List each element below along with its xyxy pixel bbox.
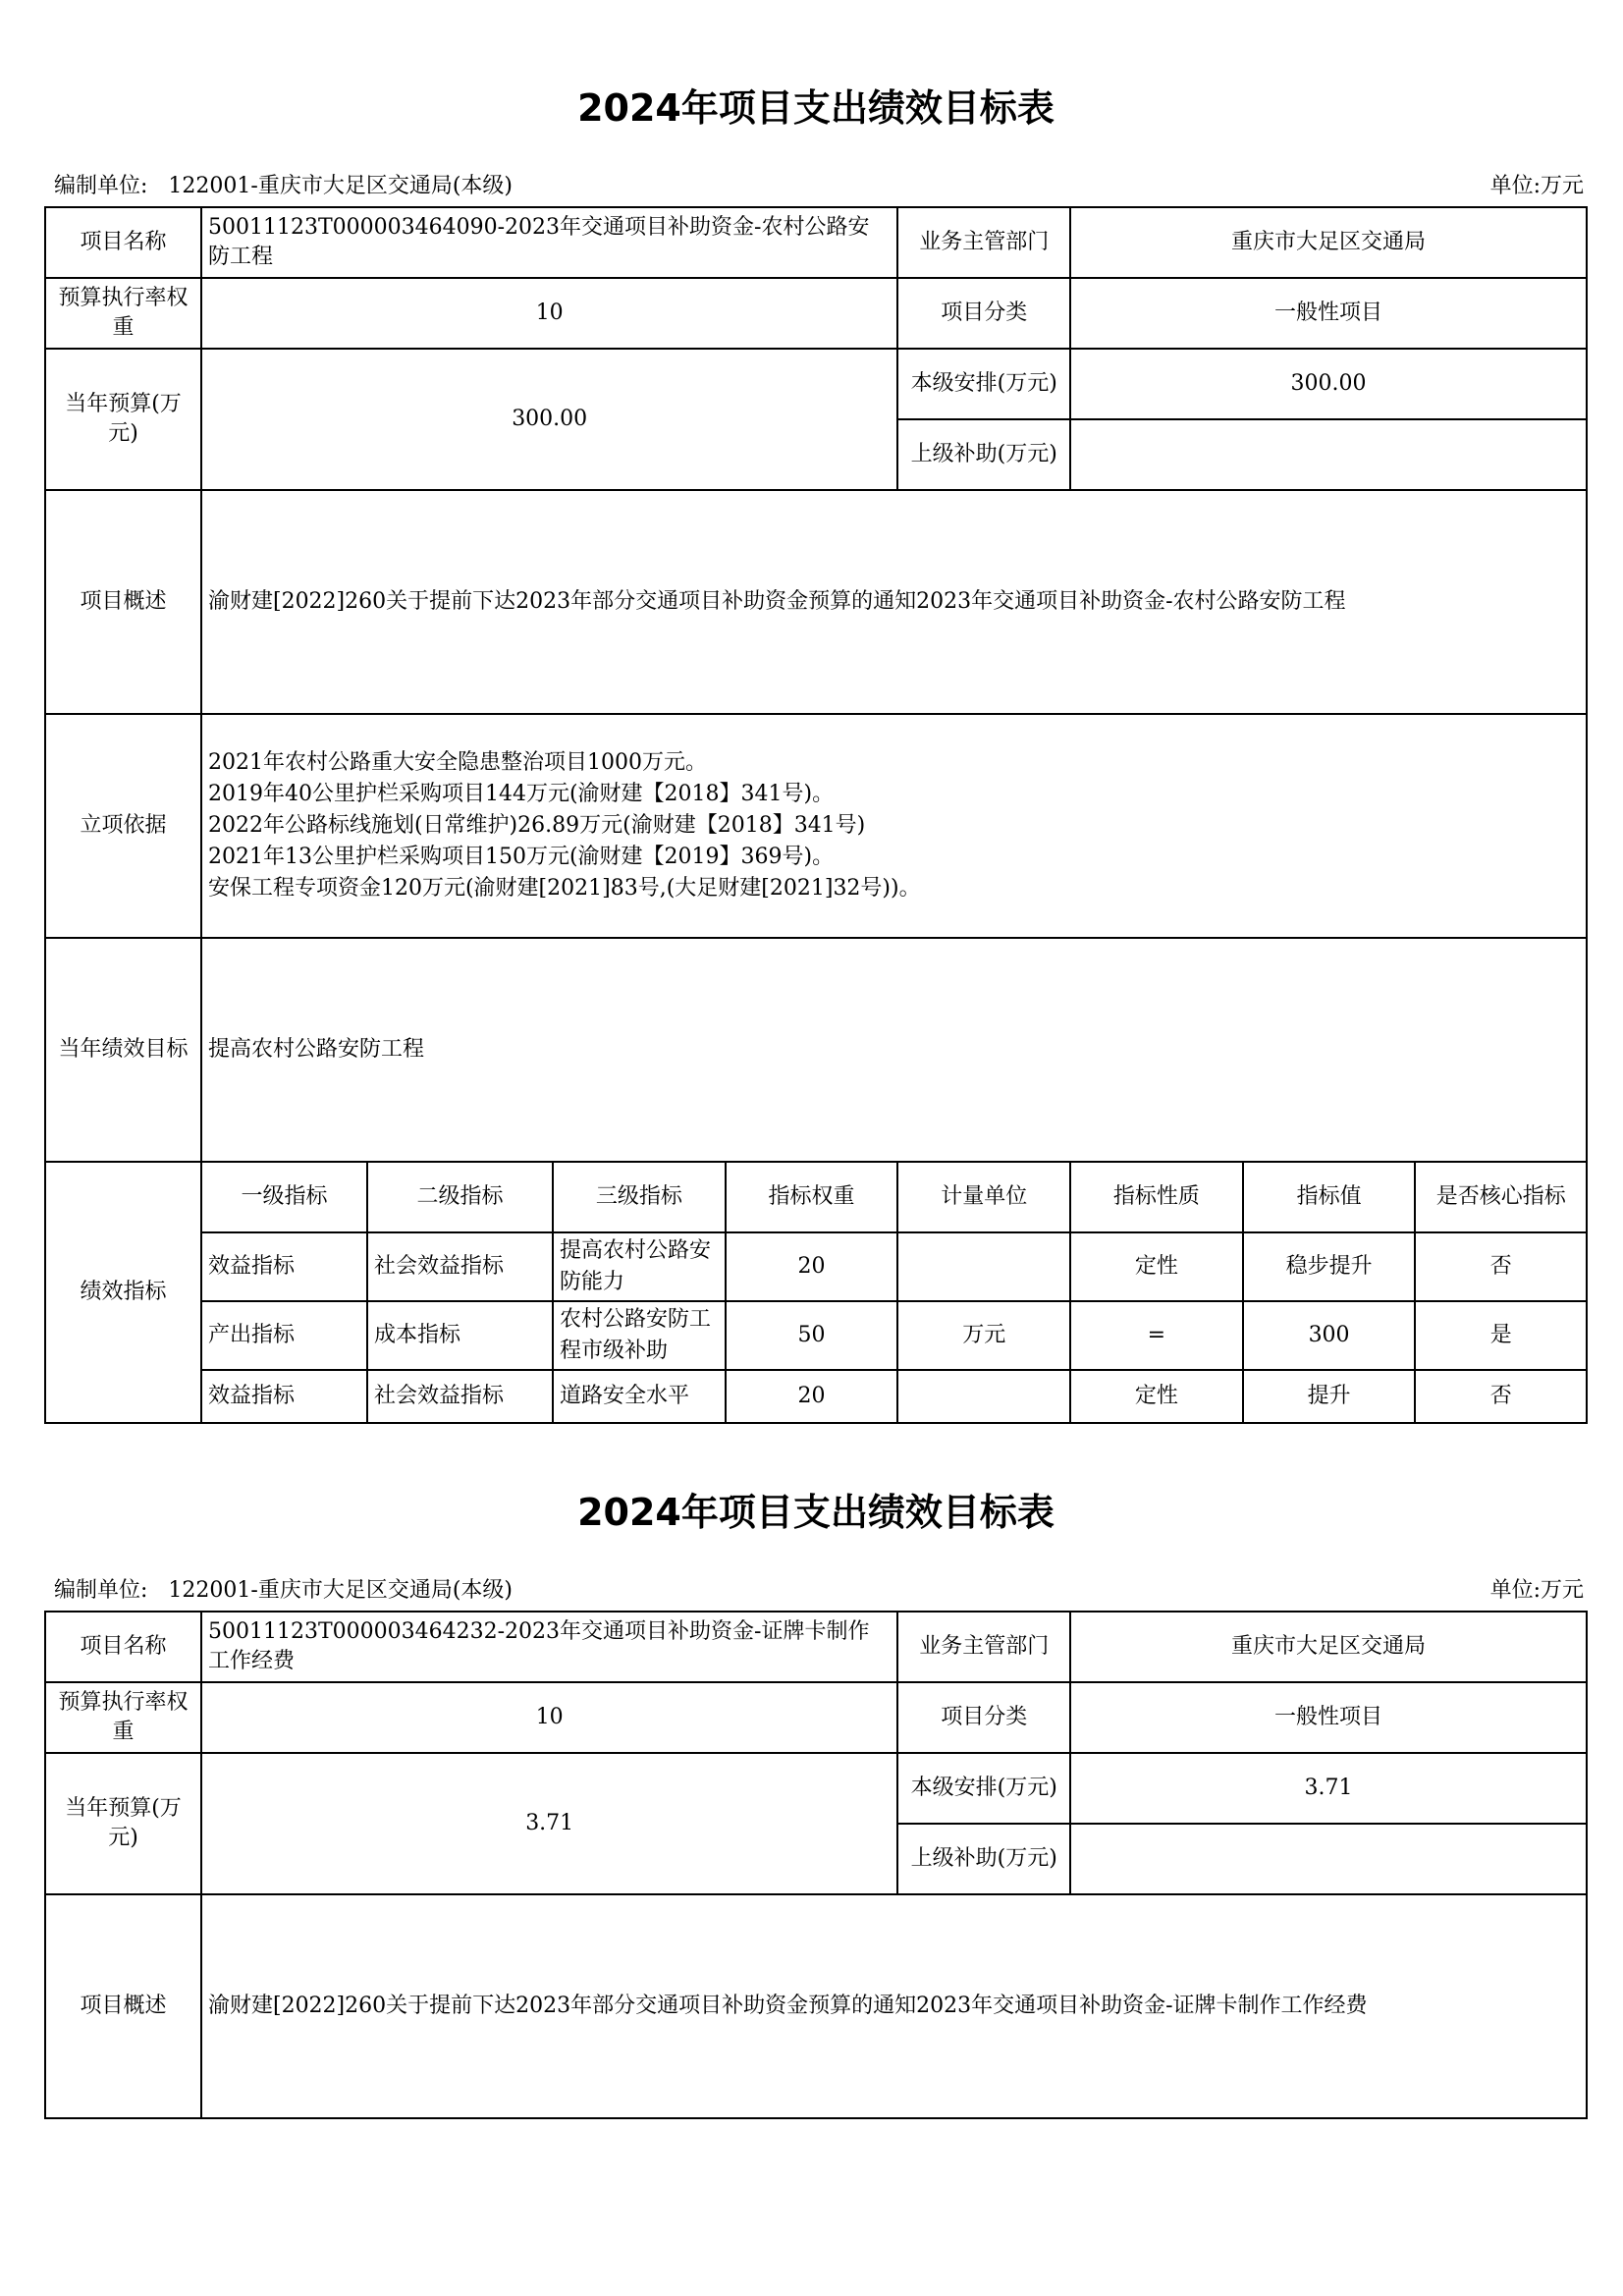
- indicator-header-level1: 一级指标: [201, 1162, 367, 1232]
- indicator-cell: 否: [1415, 1232, 1587, 1301]
- category-value: 一般性项目: [1070, 1682, 1587, 1753]
- budget-rate-label: 预算执行率权重: [45, 1682, 201, 1753]
- indicator-header-value: 指标值: [1243, 1162, 1416, 1232]
- indicator-cell: 是: [1415, 1301, 1587, 1370]
- indicator-cell: =: [1070, 1301, 1243, 1370]
- table-title: 2024年项目支出绩效目标表: [577, 1491, 1055, 1534]
- indicator-cell: 定性: [1070, 1370, 1243, 1423]
- performance-grid: [44, 1611, 1588, 2119]
- indicator-cell: 定性: [1070, 1232, 1243, 1301]
- indicator-header-unit: 计量单位: [897, 1162, 1070, 1232]
- upper-subsidy-label: 上级补助(万元): [897, 1824, 1070, 1894]
- category-value: 一般性项目: [1070, 278, 1587, 349]
- annual-budget-value: 3.71: [201, 1753, 897, 1894]
- project-name-label: 项目名称: [45, 207, 201, 278]
- category-label: 项目分类: [897, 278, 1070, 349]
- local-arrangement-label: 本级安排(万元): [897, 349, 1070, 419]
- performance-table-2: [44, 1483, 1588, 2119]
- indicator-header-level2: 二级指标: [367, 1162, 553, 1232]
- basis-value: 2021年农村公路重大安全隐患整治项目1000万元。 2019年40公里护栏采购项目144万元(渝财建【2018】341号)。 2022年公路标线施划(日常维护)26.89万元(渝财建【2018】341号) 2021年13公里护栏采购项目150万元(渝财建【2019】369号)。 安保工程专项资金120万元(渝财建[2021]83号,(大足财建[2021]32号))。: [201, 714, 1587, 938]
- dept-value: 重庆市大足区交通局: [1070, 1612, 1587, 1682]
- indicator-cell: [897, 1232, 1070, 1301]
- indicator-cell: 万元: [897, 1301, 1070, 1370]
- basis-label: 立项依据: [45, 714, 201, 938]
- indicator-cell: 道路安全水平: [553, 1370, 726, 1423]
- indicator-cell: 成本指标: [367, 1301, 553, 1370]
- indicator-cell: 提高农村公路安防能力: [553, 1232, 726, 1301]
- indicator-cell: 社会效益指标: [367, 1370, 553, 1423]
- indicator-cell: [897, 1370, 1070, 1423]
- indicator-cell: 农村公路安防工程市级补助: [553, 1301, 726, 1370]
- compiling-unit-label: 编制单位:: [54, 1578, 148, 1603]
- dept-value: 重庆市大足区交通局: [1070, 207, 1587, 278]
- local-arrangement-value: 300.00: [1070, 349, 1587, 419]
- budget-rate-value: 10: [201, 278, 897, 349]
- project-name-label: 项目名称: [45, 1612, 201, 1682]
- project-name-value: 50011123T000003464090-2023年交通项目补助资金-农村公路安防工程: [201, 207, 897, 278]
- annual-budget-label: 当年预算(万元): [45, 1753, 201, 1894]
- indicator-cell: 300: [1243, 1301, 1416, 1370]
- budget-rate-label: 预算执行率权重: [45, 278, 201, 349]
- performance-grid: [44, 206, 1588, 1424]
- table-row: [45, 1370, 1587, 1423]
- indicator-header-core: 是否核心指标: [1415, 1162, 1587, 1232]
- indicator-cell: 50: [726, 1301, 898, 1370]
- dept-label: 业务主管部门: [897, 207, 1070, 278]
- goal-label: 当年绩效目标: [45, 938, 201, 1162]
- annual-budget-value: 300.00: [201, 349, 897, 490]
- annual-budget-label: 当年预算(万元): [45, 349, 201, 490]
- compiling-unit-label: 编制单位:: [54, 174, 148, 198]
- upper-subsidy-value: [1070, 1824, 1587, 1894]
- compiling-unit-value: 122001-重庆市大足区交通局(本级): [168, 174, 513, 198]
- indicator-cell: 20: [726, 1370, 898, 1423]
- overview-value: 渝财建[2022]260关于提前下达2023年部分交通项目补助资金预算的通知2023年交通项目补助资金-农村公路安防工程: [201, 490, 1587, 714]
- budget-rate-value: 10: [201, 1682, 897, 1753]
- overview-label: 项目概述: [45, 490, 201, 714]
- indicator-header-nature: 指标性质: [1070, 1162, 1243, 1232]
- dept-label: 业务主管部门: [897, 1612, 1070, 1682]
- category-label: 项目分类: [897, 1682, 1070, 1753]
- indicator-cell: 提升: [1243, 1370, 1416, 1423]
- upper-subsidy-label: 上级补助(万元): [897, 419, 1070, 490]
- table-row: [45, 1232, 1587, 1301]
- indicators-label: 绩效指标: [45, 1162, 201, 1423]
- local-arrangement-label: 本级安排(万元): [897, 1753, 1070, 1824]
- currency-unit: 单位:万元: [1489, 1578, 1584, 1603]
- compiling-unit-value: 122001-重庆市大足区交通局(本级): [168, 1578, 513, 1603]
- currency-unit: 单位:万元: [1489, 174, 1584, 198]
- table-row: [45, 1301, 1587, 1370]
- indicator-header-level3: 三级指标: [553, 1162, 726, 1232]
- indicator-cell: 否: [1415, 1370, 1587, 1423]
- local-arrangement-value: 3.71: [1070, 1753, 1587, 1824]
- goal-value: 提高农村公路安防工程: [201, 938, 1587, 1162]
- overview-label: 项目概述: [45, 1894, 201, 2118]
- table-meta: [44, 1571, 1588, 1611]
- table-title: 2024年项目支出绩效目标表: [577, 86, 1055, 130]
- upper-subsidy-value: [1070, 419, 1587, 490]
- performance-table-1: [44, 79, 1588, 1424]
- compiling-unit: [54, 167, 513, 206]
- overview-value: 渝财建[2022]260关于提前下达2023年部分交通项目补助资金预算的通知2023年交通项目补助资金-证牌卡制作工作经费: [201, 1894, 1587, 2118]
- indicator-cell: 产出指标: [201, 1301, 367, 1370]
- indicator-cell: 社会效益指标: [367, 1232, 553, 1301]
- project-name-value: 50011123T000003464232-2023年交通项目补助资金-证牌卡制作工作经费: [201, 1612, 897, 1682]
- indicator-cell: 效益指标: [201, 1232, 367, 1301]
- indicator-header-weight: 指标权重: [726, 1162, 898, 1232]
- indicator-cell: 稳步提升: [1243, 1232, 1416, 1301]
- compiling-unit: [54, 1571, 513, 1611]
- indicator-cell: 20: [726, 1232, 898, 1301]
- indicator-cell: 效益指标: [201, 1370, 367, 1423]
- table-meta: [44, 167, 1588, 206]
